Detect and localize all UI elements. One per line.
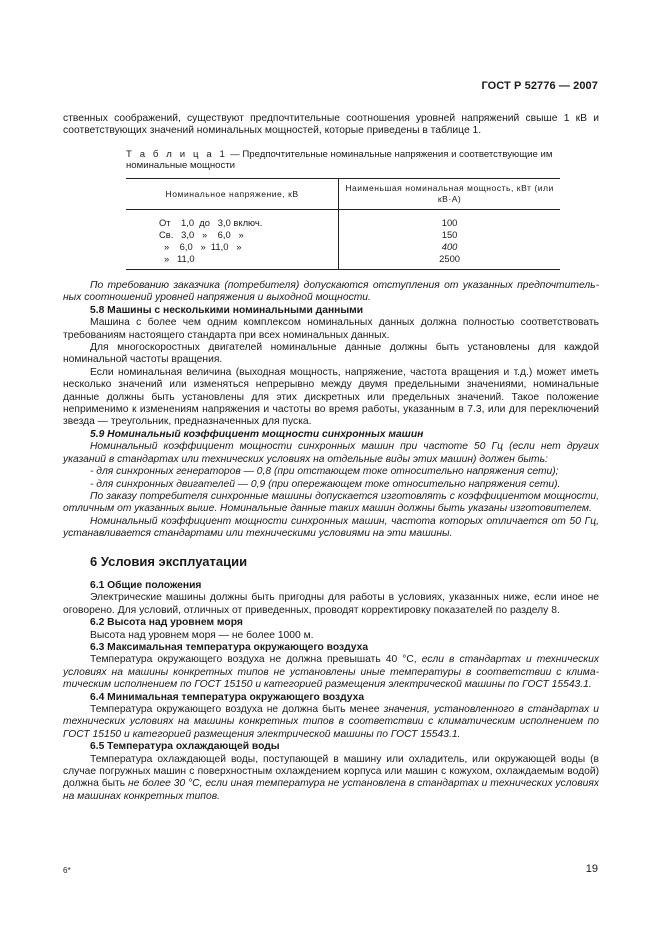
paragraph: Машина с более чем одним комплексом номинальных данных должна полностью соответствовать требованиям настоящего стандарта при всех номинальных данных. bbox=[63, 317, 599, 341]
power-value: 2500 bbox=[439, 253, 460, 264]
power-value: 100 bbox=[441, 217, 458, 228]
intro-paragraph: ственных соображений, существуют предпочтительные соотношения уровней напряжений свыше 1 кВ и соответствующих значений номинальных мощностей, которые приведены в таблице 1. bbox=[63, 113, 599, 137]
section-5-8-title: 5.8 Машины с несколькими номинальными данными bbox=[90, 304, 364, 316]
paragraph bbox=[63, 754, 599, 804]
voltage-power-table bbox=[126, 178, 560, 270]
col-header-voltage: Номинальное напряжение, кВ bbox=[126, 179, 339, 210]
voltage-range: От 1,0 до 3,0 включ. bbox=[159, 217, 263, 228]
power-cell bbox=[339, 210, 560, 270]
customer-note: По требованию заказчика (потребителя) допускаются отступления от указанных предпочтительных соотношений уровней напряжения и выходной мощности. bbox=[63, 280, 599, 304]
power-value: 400 bbox=[441, 241, 458, 252]
section-5-9-title: 5.9 Номинальный коэффициент мощности синхронных машин bbox=[90, 428, 424, 440]
sheet-mark: 6* bbox=[63, 866, 71, 875]
paragraph bbox=[63, 654, 599, 691]
paragraph: Для многоскоростных двигателей номинальные данные должны быть установлены для каждой номинальной частоты вращения. bbox=[63, 342, 599, 366]
text-run-italic: значения, установленного в стандартах и технических условиях на машины конкретных типов в соответствии с климатическим исполнением по ГОСТ 15150 и категорией размещения электрической машины по ГОСТ 15543.1. bbox=[63, 704, 599, 740]
table-caption-label: Т а б л и ц а 1 bbox=[126, 148, 228, 160]
section-6-5-title: 6.5 Температура охлаждающей воды bbox=[90, 741, 280, 753]
paragraph: Если номинальная величина (выходная мощность, напряжение, частота вращения и т.д.) может иметь несколько значений или изменяться непрерывно между двумя предельными значениями, номинальные данные должны быть установлены для этих дискретных или предельных значений. Такое положение неприменимо к изменениям напряжения и частоты во время работы, указанным в 7.3, или для переключений звезда — треугольник, предназначенных для пуска. bbox=[63, 366, 599, 428]
page-number: 19 bbox=[585, 863, 598, 875]
text-run-italic: если в стандартах и технических условиях на машины конкретных типов не установлены иные температуры в соответствии с климатическим исполнением по ГОСТ 15150 и категорией размещения электрической машины по ГОСТ 15543.1. bbox=[63, 654, 599, 691]
section-6-2-title: 6.2 Высота над уровнем моря bbox=[90, 617, 243, 629]
paragraph: Номинальный коэффициент мощности синхронных машин при частоте 50 Гц (если нет других указаний в стандартах или технических условиях на отдельные виды этих машин) должен быть: bbox=[63, 441, 599, 465]
page-content bbox=[63, 113, 599, 803]
voltage-range: Св. 3,0 » 6,0 » bbox=[159, 229, 244, 240]
voltage-range: » 11,0 bbox=[164, 253, 195, 264]
section-6-4-title: 6.4 Минимальная температура окружающего воздуха bbox=[90, 691, 365, 703]
paragraph: Электрические машины должны быть пригодны для работы в условиях, указанных ниже, если иное не оговорено. Для условий, отличных от приведенных, проводят корректировку показателей по разделу 8. bbox=[63, 592, 599, 616]
col-header-power: Наименьшая номинальная мощность, кВт (или кВ·А) bbox=[339, 179, 560, 210]
table-body-row bbox=[126, 210, 560, 270]
table-caption-text: — Предпочтительные номинальные напряжения и соответствующие им номинальные мощности bbox=[126, 148, 553, 172]
paragraph: Высота над уровнем моря — не более 1000 м. bbox=[90, 629, 314, 641]
text-run: Температура охлаждающей воды, поступающей в машину или охладитель, или окружающей воды (в случае погружных машин с поверхностным охлаждением корпуса или машин с кожухом, охлаждаемым водой) должна быть bbox=[63, 753, 599, 790]
section-6-3-title: 6.3 Максимальная температура окружающего воздуха bbox=[90, 641, 369, 653]
paragraph: Номинальный коэффициент мощности синхронных машин, частота которых отличается от 50 Гц, устанавливается стандартами или техническими условиями на эти машины. bbox=[63, 515, 599, 540]
document-id-header: ГОСТ Р 52776 — 2007 bbox=[481, 80, 598, 92]
power-value: 150 bbox=[441, 229, 458, 240]
voltage-cell bbox=[126, 210, 339, 270]
text-run: Температура окружающего воздуха не должна превышать 40 °С, bbox=[90, 654, 422, 666]
text-run: Температура окружающего воздуха не должна быть менее bbox=[90, 704, 384, 715]
list-item: - для синхронных генераторов — 0,8 (при отстающем токе относительно напряжения сети); bbox=[90, 466, 559, 478]
voltage-range: » 6,0 » 11,0 » bbox=[164, 241, 242, 252]
list-item: - для синхронных двигателей — 0,9 (при опережающем токе относительно напряжения сети). bbox=[90, 478, 561, 490]
paragraph: По заказу потребителя синхронные машины допускается изготовлять с коэффициентом мощности, отличным от указанных выше. Номинальные данные таких машин должны быть указаны изготовителем. bbox=[63, 490, 599, 515]
section-6-1-title: 6.1 Общие положения bbox=[90, 579, 202, 591]
table-header-row bbox=[126, 179, 560, 210]
table-caption bbox=[126, 149, 566, 172]
text-run-italic: не более 30 °С, если иная температура не установлена в стандартах и технических условиях на машинах конкретных типов. bbox=[63, 778, 599, 802]
section-6-title: 6 Условия эксплуатации bbox=[90, 553, 248, 569]
paragraph bbox=[63, 704, 599, 741]
